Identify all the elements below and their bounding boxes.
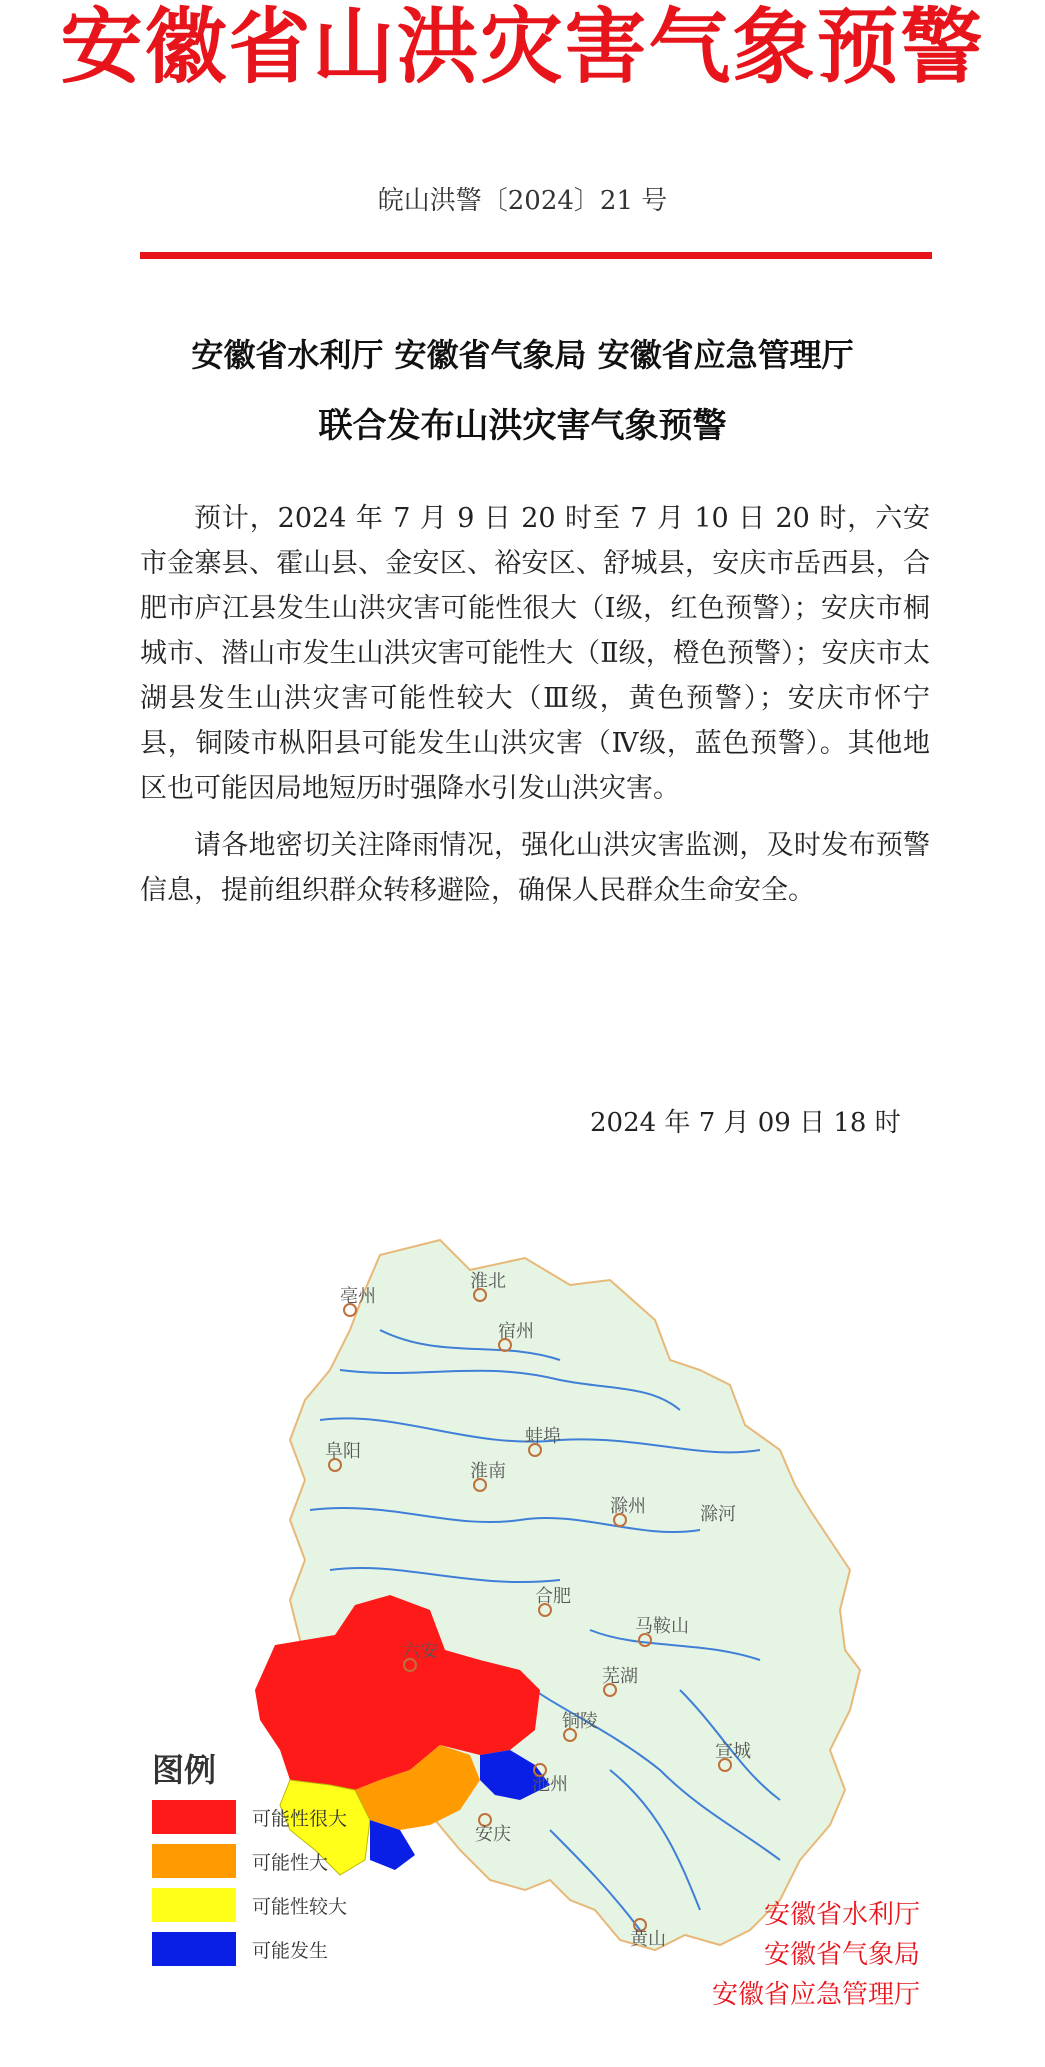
legend-title: 图例: [152, 1751, 217, 1789]
legend-label: 可能发生: [252, 1940, 329, 1962]
city-label: 铜陵: [562, 1711, 598, 1732]
forecast-paragraph: 预计，2024 年 7 月 9 日 20 时至 7 月 10 日 20 时，六安市金寨县、霍山县、金安区、裕安区、舒城县，安庆市岳西县，合肥市庐江县发生山洪灾害可能性很大（Ⅰ级，红色预警）；安庆市桐城市、潜山市发生山洪灾害可能性大（Ⅱ级，橙色预警）；安庆市太湖县发生山洪灾害可能性较大（Ⅲ级，黄色预警）；安庆市怀宁县，铜陵市枞阳县可能发生山洪灾害（Ⅳ级，蓝色预警）。其他地区也可能因局地短历时强降水引发山洪灾害。: [140, 503, 930, 804]
city-label: 淮北: [470, 1271, 506, 1292]
legend-swatch: [152, 1800, 236, 1834]
city-label: 池州: [532, 1774, 568, 1795]
city-label: 宣城: [715, 1741, 751, 1762]
legend-label: 可能性很大: [252, 1808, 348, 1830]
signer-emergency-management: 安徽省应急管理厅: [711, 1980, 920, 2010]
river-label: 滁河: [700, 1504, 736, 1525]
instruction-paragraph: 请各地密切关注降雨情况，强化山洪灾害监测，及时发布预警信息，提前组织群众转移避险，确保人民群众生命安全。: [140, 830, 930, 906]
city-label: 黄山: [630, 1929, 666, 1950]
city-label: 阜阳: [325, 1441, 361, 1462]
legend-swatch: [152, 1932, 236, 1966]
legend-label: 可能性大: [252, 1852, 329, 1874]
red-divider: [140, 252, 932, 259]
notice-title: 联合发布山洪灾害气象预警: [318, 406, 727, 446]
city-label: 滁州: [610, 1496, 646, 1517]
issue-date: 2024 年 7 月 09 日 18 时: [590, 1108, 901, 1138]
city-label: 芜湖: [602, 1666, 638, 1687]
city-label: 亳州: [340, 1286, 376, 1307]
signer-water-resources: 安徽省水利厅: [763, 1900, 920, 1930]
legend-label: 可能性较大: [252, 1896, 348, 1918]
issuers-title: 安徽省水利厅 安徽省气象局 安徽省应急管理厅: [191, 336, 854, 374]
city-label: 马鞍山: [635, 1616, 689, 1637]
city-label: 合肥: [535, 1586, 571, 1607]
city-label: 蚌埠: [525, 1426, 561, 1447]
city-label: 六安: [402, 1641, 438, 1662]
masthead-title: 安徽省山洪灾害气象预警: [60, 0, 985, 95]
city-label: 宿州: [498, 1321, 534, 1342]
legend-swatch: [152, 1844, 236, 1878]
issuing-agencies: [712, 1895, 920, 2015]
signer-meteorological: 安徽省气象局: [763, 1940, 920, 1970]
document-number: 皖山洪警〔2024〕21 号: [377, 186, 668, 216]
city-label: 安庆: [475, 1824, 511, 1845]
legend-swatch: [152, 1888, 236, 1922]
notice-body: [140, 496, 930, 925]
city-label: 淮南: [470, 1461, 506, 1482]
